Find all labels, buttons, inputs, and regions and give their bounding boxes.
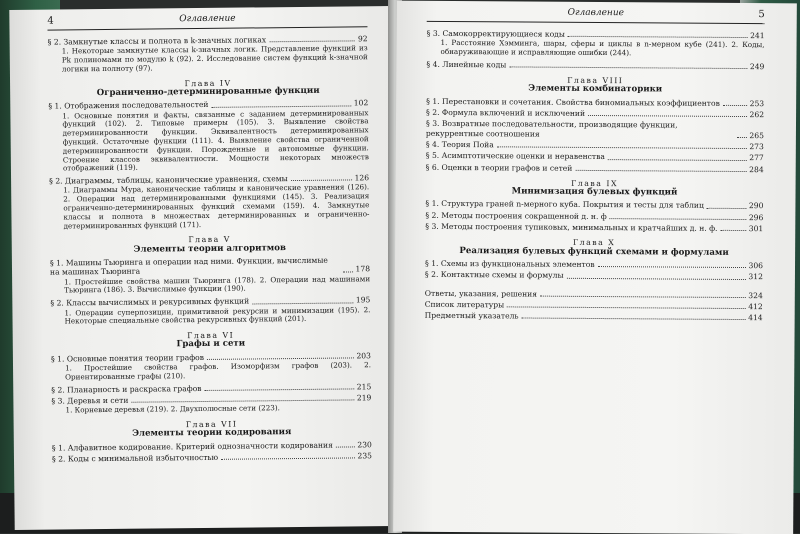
right-page-header — [427, 7, 765, 24]
toc-entry[interactable]: § 1. Машины Тьюринга и операции над ними. Функции, вычислимые на машинах Тьюринга 178 — [49, 255, 371, 277]
toc-entry-details: 1. Корневые деревья (219). 2. Двухполюсные сети (223). — [65, 403, 280, 415]
toc-entry[interactable]: § 3. Самокорректирующиеся коды 241 — [426, 28, 765, 41]
toc-entry[interactable]: § 3. Возвратные последовательности, производящие функции, рекуррентные соотношения 265 — [425, 119, 764, 140]
toc-entry[interactable]: § 2. Коды с минимальной избыточностью 235 — [51, 451, 373, 464]
chapter-heading: Глава IV — [184, 78, 232, 88]
toc-entry[interactable]: § 2. Классы вычислимых и рекурсивных функций 195 — [50, 295, 371, 308]
page-number: 5 — [758, 9, 765, 21]
chapter-title: Ограниченно-детерминированные функции — [96, 85, 320, 99]
toc-entry[interactable]: § 1. Структура граней n-мерного куба. Покрытия и тесты для таблиц 290 — [425, 199, 764, 211]
toc-entry-answers[interactable]: Ответы, указания, решения 324 — [424, 288, 763, 300]
right-page — [393, 1, 797, 534]
left-page — [9, 6, 394, 530]
running-title: Оглавление — [179, 13, 236, 25]
toc-entry-details: 1. Расстояние Хэмминга, шары, сферы и циклы в n-мерном кубе (241). 2. Коды, обнаруживающие и исправляющие ошибки (244). — [440, 38, 765, 58]
toc-entry[interactable]: § 2. Контактные схемы и формулы 312 — [424, 270, 763, 282]
toc-entry-bibliography[interactable]: Список литературы 412 — [424, 299, 763, 311]
toc-entry[interactable]: § 6. Оценки в теории графов и сетей 284 — [425, 162, 764, 174]
toc-entry-details: 1. Диаграммы Мура, канонические таблицы и канонические уравнения (126). 2. Операции над детерминированными функциями (145). 3. Реализация ограниченно-детерминированных функций схемами (159). 4. Замкнутые классы и полнота в множествах детерминированных и ограниченно-детерминированных функций (171). — [63, 182, 370, 231]
chapter-title: Минимизация булевых функций — [511, 186, 678, 198]
toc-entry[interactable]: § 1. Основные понятия теории графов 203 — [50, 350, 371, 364]
toc-entry[interactable]: § 2. Планарность и раскраска графов 215 — [51, 381, 372, 395]
toc-entry[interactable]: § 3. Методы построения тупиковых, минимальных и кратчайших д. н. ф. 301 — [425, 221, 764, 234]
toc-entry[interactable]: § 5. Асимптотические оценки и неравенства 277 — [425, 151, 764, 163]
chapter-title: Графы и сети — [176, 338, 246, 350]
chapter-heading: Глава VIII — [567, 75, 624, 86]
toc-entry-details: 1. Некоторые замкнутые классы k-значных логик. Представление функций из Pk полиномами по модулю k (92). 2. Исследование систем функций k-значной логики на полноту (97). — [61, 43, 368, 74]
page-number: 4 — [47, 15, 54, 27]
toc-entry-details: 1. Простейшие свойства графов. Изоморфизм графов (203). 2. Ориентированные графы (210). — [64, 360, 372, 382]
chapter-heading: Глава X — [572, 238, 616, 248]
running-title: Оглавление — [567, 7, 624, 19]
toc-entry[interactable]: § 1. Перестановки и сочетания. Свойства биномиальных коэффициентов 253 — [426, 96, 765, 108]
toc-entry[interactable]: § 2. Методы построения сокращенной д. н. ф 296 — [425, 210, 764, 222]
chapter-heading: Глава VII — [185, 419, 238, 430]
chapter-title: Элементы комбинаторики — [528, 84, 663, 95]
toc-entry-details: 1. Основные понятия и факты, связанные с заданием детерминированных функций (102). 2. Типовые примеры (105). 3. Выявление свойства детерминированности функции. Эквивалентность детерминированных функций. Остаточные функции (111). 4. Выявление свойства ограниченной детерминированности функции. Порожденные и автономные функции. Строение классов эквивалентности. Мощности некоторых множеств отображений (119). — [62, 107, 369, 173]
left-page-header — [47, 12, 367, 30]
chapter-title: Реализация булевых функций схемами и формулами — [459, 245, 729, 258]
chapter-heading: Глава IX — [571, 178, 619, 189]
toc-entry[interactable]: § 4. Линейные коды 249 — [426, 59, 765, 72]
toc-entry[interactable]: § 3. Деревья и сети 219 — [51, 393, 372, 406]
toc-left — [48, 32, 372, 463]
toc-entry-details: 1. Простейшие свойства машин Тьюринга (178). 2. Операции над машинами Тьюринга (186). 3. Вычислимые функции (190). — [64, 273, 371, 295]
toc-entry[interactable]: § 2. Диаграммы, таблицы, канонические уравнения, схемы 126 — [49, 173, 370, 186]
toc-entry[interactable]: § 4. Теория Пойа 273 — [425, 139, 764, 152]
toc-right — [425, 27, 765, 323]
toc-entry[interactable]: § 2. Замкнутые классы и полнота в k-значных логиках 92 — [47, 34, 368, 47]
toc-entry[interactable]: § 1. Отображения последовательностей 102 — [48, 98, 369, 111]
chapter-heading: Глава VI — [187, 330, 235, 341]
toc-entry-index[interactable]: Предметный указатель 414 — [424, 310, 763, 323]
toc-entry-details: 1. Операции суперпозиции, примитивной рекурсии и минимизации (195). 2. Некоторые специальные свойства рекурсивных функций (201). — [64, 304, 371, 326]
toc-entry[interactable]: § 1. Алфавитное кодирование. Критерий однозначности кодирования 230 — [51, 439, 372, 453]
chapter-title: Элементы теории алгоритмов — [133, 242, 286, 255]
chapter-heading: Глава V — [188, 235, 231, 245]
toc-entry[interactable]: § 1. Схемы из функциональных элементов 306 — [424, 258, 764, 271]
toc-entry[interactable]: § 2. Формула включений и исключений 262 — [426, 107, 765, 120]
chapter-title: Элементы теории кодирования — [132, 427, 292, 440]
